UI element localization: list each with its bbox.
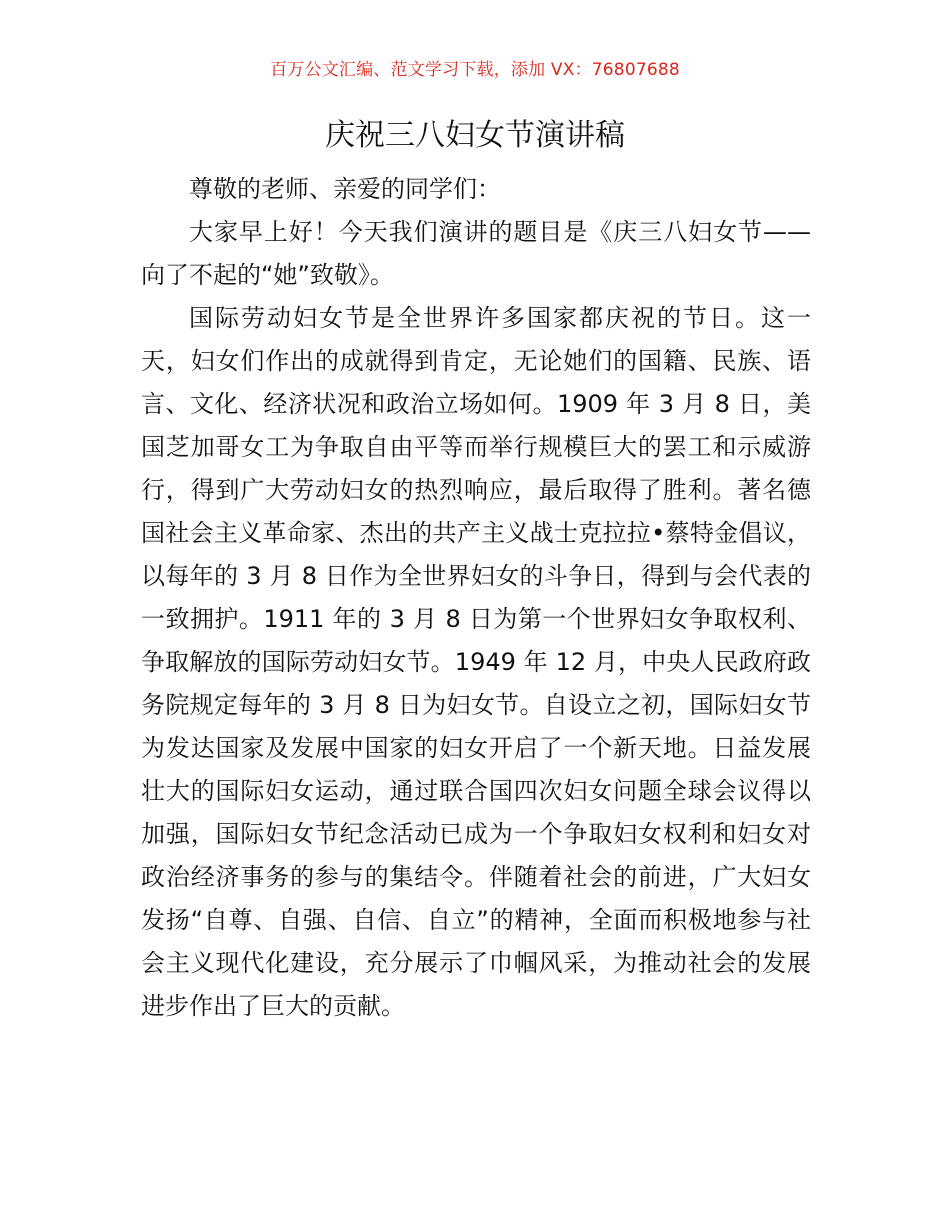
header-watermark-note: 百万公文汇编、范文学习下载，添加 VX：76807688 bbox=[270, 60, 680, 80]
document-title: 庆祝三八妇女节演讲稿 bbox=[325, 118, 625, 153]
paragraph-history: 国际劳动妇女节是全世界许多国家都庆祝的节日。这一天，妇女们作出的成就得到肯定，无论她们的国籍、民族、语言、文化、经济状况和政治立场如何。1909 年 3 月 8 日，美国芝加哥女工为争取自由平等而举行规模巨大的罢工和示威游行，得到广大劳动妇女的热烈响应，最后取得了胜利。著名德国社会主义革命家、杰出的共产主义战士克拉拉•蔡特金倡议，以每年的 3 月 8 日作为全世界妇女的斗争日，得到与会代表的一致拥护。1911 年的 3 月 8 日为第一个世界妇女争取权利、争取解放的国际劳动妇女节。1949 年 12 月，中央人民政府政务院规定每年的 3 月 8 日为妇女节。自设立之初，国际妇女节为发达国家及发展中国家的妇女开启了一个新天地。日益发展壮大的国际妇女运动，通过联合国四次妇女问题全球会议得以加强，国际妇女节纪念活动已成为一个争取妇女权利和妇女对政治经济事务的参与的集结令。伴随着社会的前进，广大妇女发扬“自尊、自强、自信、自立”的精神，全面而积极地参与社会主义现代化建设，充分展示了巾帼风采，为推动社会的发展进步作出了巨大的贡献。 bbox=[141, 304, 811, 1020]
paragraph-greeting: 大家早上好！今天我们演讲的题目是《庆三八妇女节——向了不起的“她”致敬》。 bbox=[141, 218, 811, 289]
salutation: 尊敬的老师、亲爱的同学们： bbox=[189, 175, 501, 203]
document-body bbox=[141, 168, 811, 1028]
